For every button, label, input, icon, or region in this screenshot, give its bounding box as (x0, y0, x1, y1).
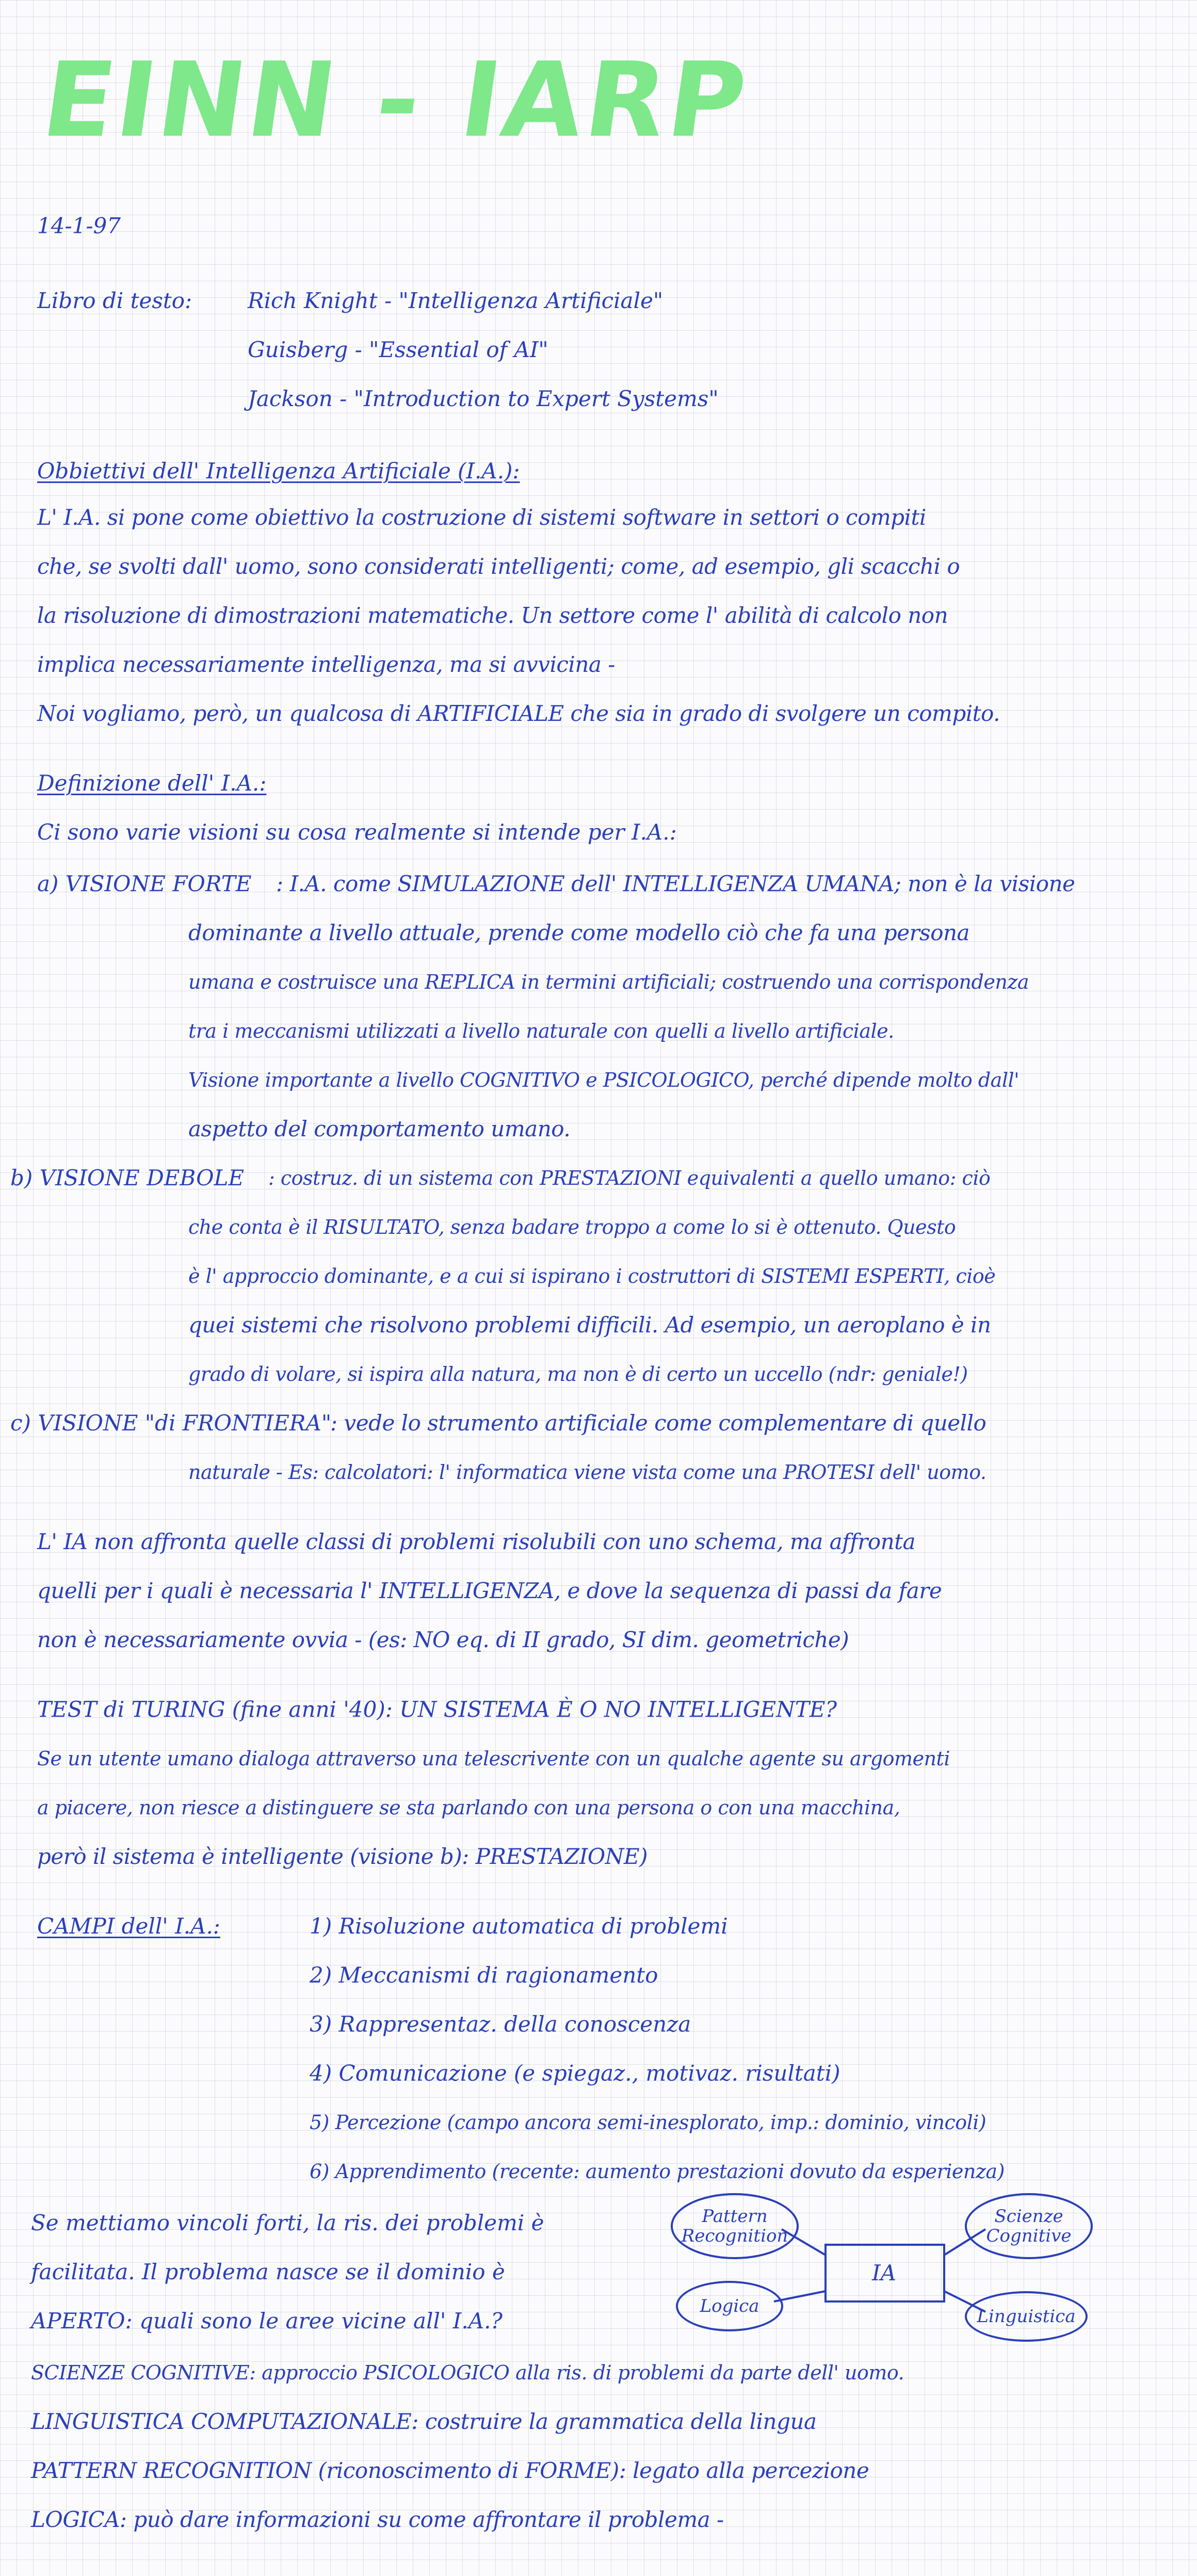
ia-note-line: quelli per i quali è necessaria l' INTELLIGENZA, e dove la sequenza di passi da fare (37, 1578, 942, 1603)
turing-heading: TEST di TURING (fine anni '40): UN SISTEMA È O NO INTELLIGENTE? (37, 1697, 837, 1722)
turing-line: Se un utente umano dialoga attraverso una telescrivente con un qualche agente su argomenti (37, 1747, 950, 1770)
textbook-item: Guisberg - "Essential of AI" (248, 337, 548, 362)
textbook-item: Jackson - "Introduction to Expert Systems" (248, 386, 719, 411)
vision-b-line: che conta è il RISULTATO, senza badare troppo a come lo si è ottenuto. Questo (188, 1216, 956, 1238)
vision-c-line: : vede lo strumento artificiale come complementare di quello (330, 1410, 986, 1436)
definition-item: LOGICA: può dare informazioni su come affrontare il problema - (31, 2507, 724, 2532)
objectives-line: L' I.A. si pone come obiettivo la costruzione di sistemi software in settori o compiti (37, 505, 926, 530)
turing-line: a piacere, non riesce a distinguere se sta parlando con una persona o con una macchina, (37, 1796, 900, 1819)
date: 14-1-97 (37, 213, 121, 238)
objectives-line: Noi vogliamo, però, un qualcosa di ARTIFICIALE che sia in grado di svolgere un compito. (37, 701, 1000, 726)
objectives-line: la risoluzione di dimostrazioni matematiche. Un settore come l' abilità di calcolo non (37, 603, 948, 628)
related-fields-diagram (655, 2188, 1094, 2348)
node-logica: Logica (676, 2281, 783, 2331)
definition-item: PATTERN RECOGNITION (riconoscimento di FORME): legato alla percezione (31, 2458, 869, 2483)
closing-line: facilitata. Il problema nasce se il dominio è (31, 2259, 505, 2284)
node-pattern-recognition: Pattern Recognition (671, 2193, 799, 2259)
vision-b-line: grado di volare, si ispira alla natura, ma non è di certo un uccello (ndr: geniale!) (188, 1363, 968, 1386)
objectives-line: implica necessariamente intelligenza, ma si avvicina - (37, 652, 615, 677)
closing-line: APERTO: quali sono le aree vicine all' I.A.? (31, 2308, 503, 2333)
ia-note-line: non è necessariamente ovvia - (es: NO eq. di II grado, SI dim. geometriche) (37, 1627, 849, 1652)
field-item: 1) Risoluzione automatica di problemi (310, 1913, 728, 1939)
vision-a-line: : I.A. come SIMULAZIONE dell' INTELLIGENZA UMANA; non è la visione (276, 871, 1075, 896)
vision-a-line: aspetto del comportamento umano. (188, 1116, 571, 1141)
vision-b-label: b) VISIONE DEBOLE (10, 1165, 245, 1190)
definition-item: SCIENZE COGNITIVE: approccio PSICOLOGICO alla ris. di problemi da parte dell' uomo. (31, 2361, 904, 2384)
vision-b-line: è l' approccio dominante, e a cui si ispirano i costruttori di SISTEMI ESPERTI, cioè (188, 1265, 996, 1287)
page-title: EINN - IARP (35, 40, 756, 160)
diagram-center-ia: IA (872, 2260, 896, 2285)
ia-note-line: L' IA non affronta quelle classi di problemi risolubili con uno schema, ma affronta (37, 1529, 916, 1554)
definition-item: LINGUISTICA COMPUTAZIONALE: costruire la grammatica della lingua (31, 2409, 817, 2434)
node-linguistica: Linguistica (965, 2291, 1088, 2342)
textbooks-label: Libro di testo: (37, 288, 192, 313)
objectives-heading: Obbiettivi dell' Intelligenza Artificiale (I.A.): (37, 458, 520, 484)
vision-b-line: : costruz. di un sistema con PRESTAZIONI equivalenti a quello umano: ciò (268, 1167, 991, 1189)
field-item: 5) Percezione (campo ancora semi-inesplorato, imp.: dominio, vincoli) (310, 2111, 986, 2134)
vision-a-line: Visione importante a livello COGNITIVO e PSICOLOGICO, perché dipende molto dall' (188, 1069, 1020, 1091)
node-scienze-cognitive: Scienze Cognitive (965, 2193, 1093, 2259)
closing-line: Se mettiamo vincoli forti, la ris. dei problemi è (31, 2210, 544, 2235)
field-item: 4) Comunicazione (e spiegaz., motivaz. risultati) (310, 2060, 840, 2086)
objectives-line: che, se svolti dall' uomo, sono considerati intelligenti; come, ad esempio, gli scacchi o (37, 554, 960, 579)
vision-a-line: umana e costruisce una REPLICA in termini artificiali; costruendo una corrispondenza (188, 971, 1029, 993)
vision-a-line: dominante a livello attuale, prende come modello ciò che fa una persona (188, 920, 970, 945)
textbook-item: Rich Knight - "Intelligenza Artificiale" (248, 288, 664, 313)
definition-heading: Definizione dell' I.A.: (37, 770, 267, 796)
fields-label: CAMPI dell' I.A.: (37, 1913, 220, 1939)
field-item: 2) Meccanismi di ragionamento (310, 1962, 658, 1988)
vision-b-line: quei sistemi che risolvono problemi difficili. Ad esempio, un aeroplano è in (188, 1312, 991, 1338)
vision-c-label: c) VISIONE "di FRONTIERA" (10, 1410, 332, 1436)
vision-a-line: tra i meccanismi utilizzati a livello naturale con quelli a livello artificiale. (188, 1020, 894, 1042)
vision-c-line: naturale - Es: calcolatori: l' informatica viene vista come una PROTESI dell' uomo. (188, 1461, 986, 1484)
field-item: 6) Apprendimento (recente: aumento prestazioni dovuto da esperienza) (310, 2160, 1005, 2183)
turing-line: però il sistema è intelligente (visione b): PRESTAZIONE) (37, 1844, 648, 1869)
definition-intro: Ci sono varie visioni su cosa realmente si intende per I.A.: (37, 819, 677, 845)
vision-a-label: a) VISIONE FORTE (37, 871, 252, 896)
field-item: 3) Rappresentaz. della conoscenza (310, 2011, 691, 2037)
